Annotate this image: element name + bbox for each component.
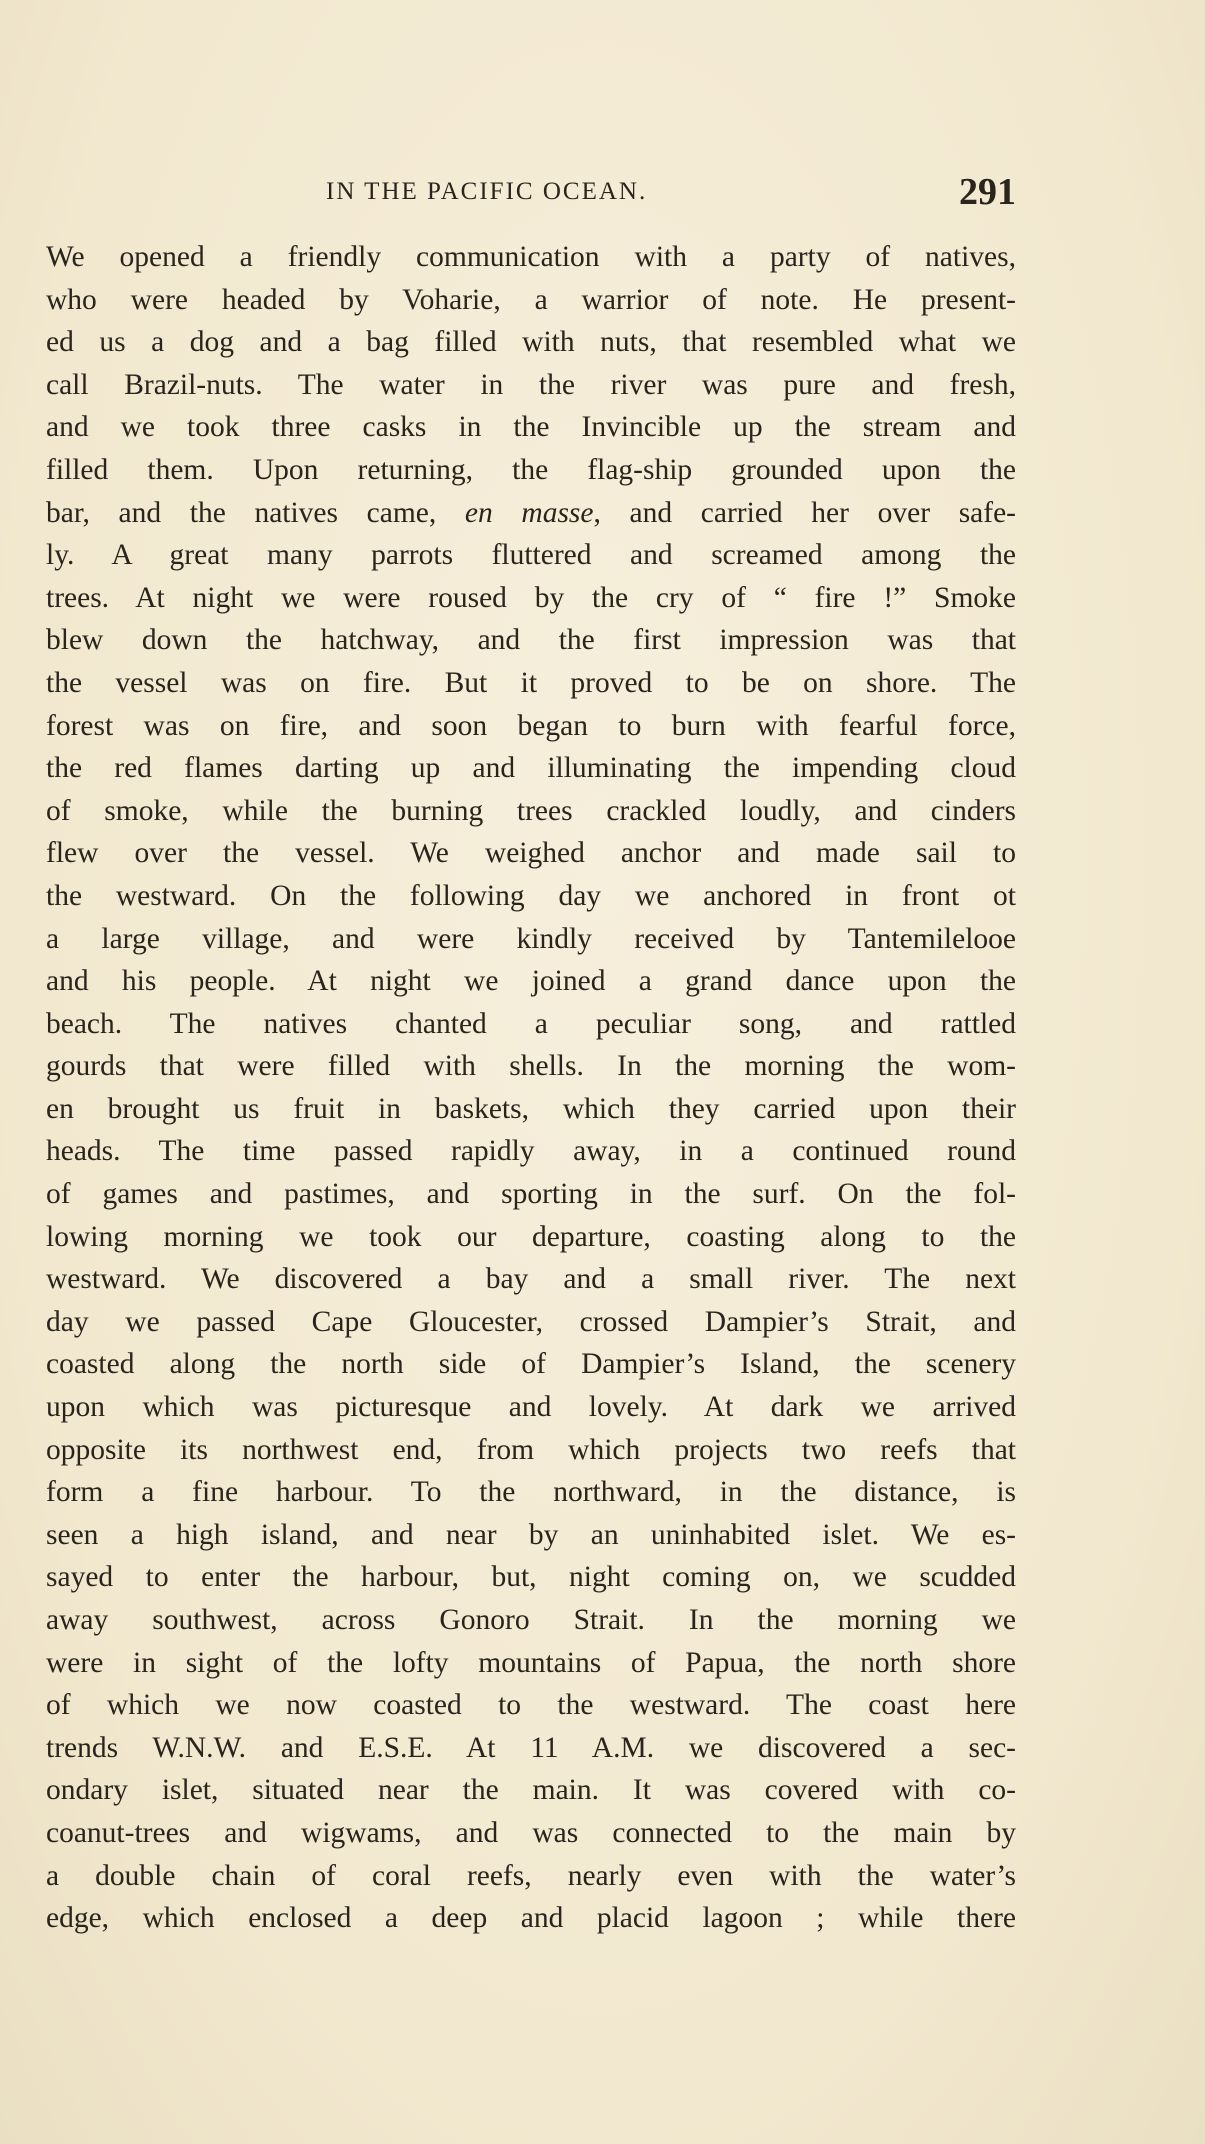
text-line: filled them. Upon returning, the flag-ship grounded upon the (46, 453, 1016, 486)
text-line: opposite its northwest end, from which projects two reefs that (46, 1433, 1016, 1466)
text-line: lowing morning we took our departure, coasting along to the (46, 1220, 1016, 1253)
text-line: en brought us fruit in baskets, which they carried upon their (46, 1092, 1016, 1125)
text-line: a double chain of coral reefs, nearly even with the water’s (46, 1859, 1016, 1892)
body-text (46, 236, 1016, 1940)
text-line: gourds that were filled with shells. In the morning the wom- (46, 1050, 1016, 1083)
text-line: the vessel was on fire. But it proved to be on shore. The (46, 666, 1016, 699)
text-line: and we took three casks in the Invincible up the stream and (46, 411, 1016, 444)
text-line: of games and pastimes, and sporting in the surf. On the fol- (46, 1178, 1016, 1211)
text-line: seen a high island, and near by an uninhabited islet. We es- (46, 1518, 1016, 1551)
text-line: edge, which enclosed a deep and placid lagoon ; while there (46, 1902, 1016, 1935)
text-line: who were headed by Voharie, a warrior of note. He present- (46, 283, 1016, 316)
italic-phrase: en masse (464, 496, 594, 529)
text-line: a large village, and were kindly received by Tantemilelooe (46, 922, 1016, 955)
page-number: 291 (959, 171, 1016, 213)
text-line: were in sight of the lofty mountains of Papua, the north shore (46, 1646, 1016, 1679)
text-line: upon which was picturesque and lovely. At dark we arrived (46, 1391, 1016, 1424)
text-line: call Brazil-nuts. The water in the river was pure and fresh, (46, 368, 1016, 401)
text-line: We opened a friendly communication with a party of natives, (46, 241, 1016, 273)
text-line: of smoke, while the burning trees crackled loudly, and cinders (46, 794, 1016, 827)
text-line: trees. At night we were roused by the cry of “ fire !” Smoke (46, 581, 1016, 614)
text-line: coasted along the north side of Dampier’s Island, the scenery (46, 1348, 1016, 1381)
text-line: away southwest, across Gonoro Strait. In the morning we (46, 1604, 1016, 1636)
text-line: ly. A great many parrots fluttered and screamed among the (46, 539, 1016, 572)
text-line: sayed to enter the harbour, but, night coming on, we scudded (46, 1561, 1016, 1594)
text-line: forest was on fire, and soon began to burn with fearful force, (46, 709, 1016, 742)
text-line: form a fine harbour. To the northward, in the distance, is (46, 1476, 1016, 1509)
text-line: ed us a dog and a bag filled with nuts, that resembled what we (46, 326, 1016, 359)
text-line: beach. The natives chanted a peculiar song, and rattled (46, 1007, 1016, 1040)
text-line: day we passed Cape Gloucester, crossed Dampier’s Strait, and (46, 1305, 1016, 1338)
page-header (46, 170, 1016, 220)
running-head: IN THE PACIFIC OCEAN. (326, 178, 648, 205)
text-line: ondary islet, situated near the main. It was covered with co- (46, 1774, 1016, 1807)
text-line: flew over the vessel. We weighed anchor and made sail to (46, 837, 1016, 870)
text-line: of which we now coasted to the westward. The coast here (46, 1689, 1016, 1722)
text-line: the red flames darting up and illuminating the impending cloud (46, 752, 1016, 785)
text-line: trends W.N.W. and E.S.E. At 11 A.M. we discovered a sec- (46, 1731, 1016, 1764)
text-line: and his people. At night we joined a grand dance upon the (46, 965, 1016, 998)
text-line: coanut-trees and wigwams, and was connected to the main by (46, 1816, 1016, 1849)
text-line: the westward. On the following day we anchored in front ot (46, 879, 1016, 912)
text-line: heads. The time passed rapidly away, in a continued round (46, 1135, 1016, 1168)
text-line: westward. We discovered a bay and a small river. The next (46, 1263, 1016, 1296)
text-line-with-italic: bar, and the natives came, en masse, and carried her over safe- (46, 496, 1017, 529)
text-line: blew down the hatchway, and the first impression was that (46, 624, 1016, 657)
